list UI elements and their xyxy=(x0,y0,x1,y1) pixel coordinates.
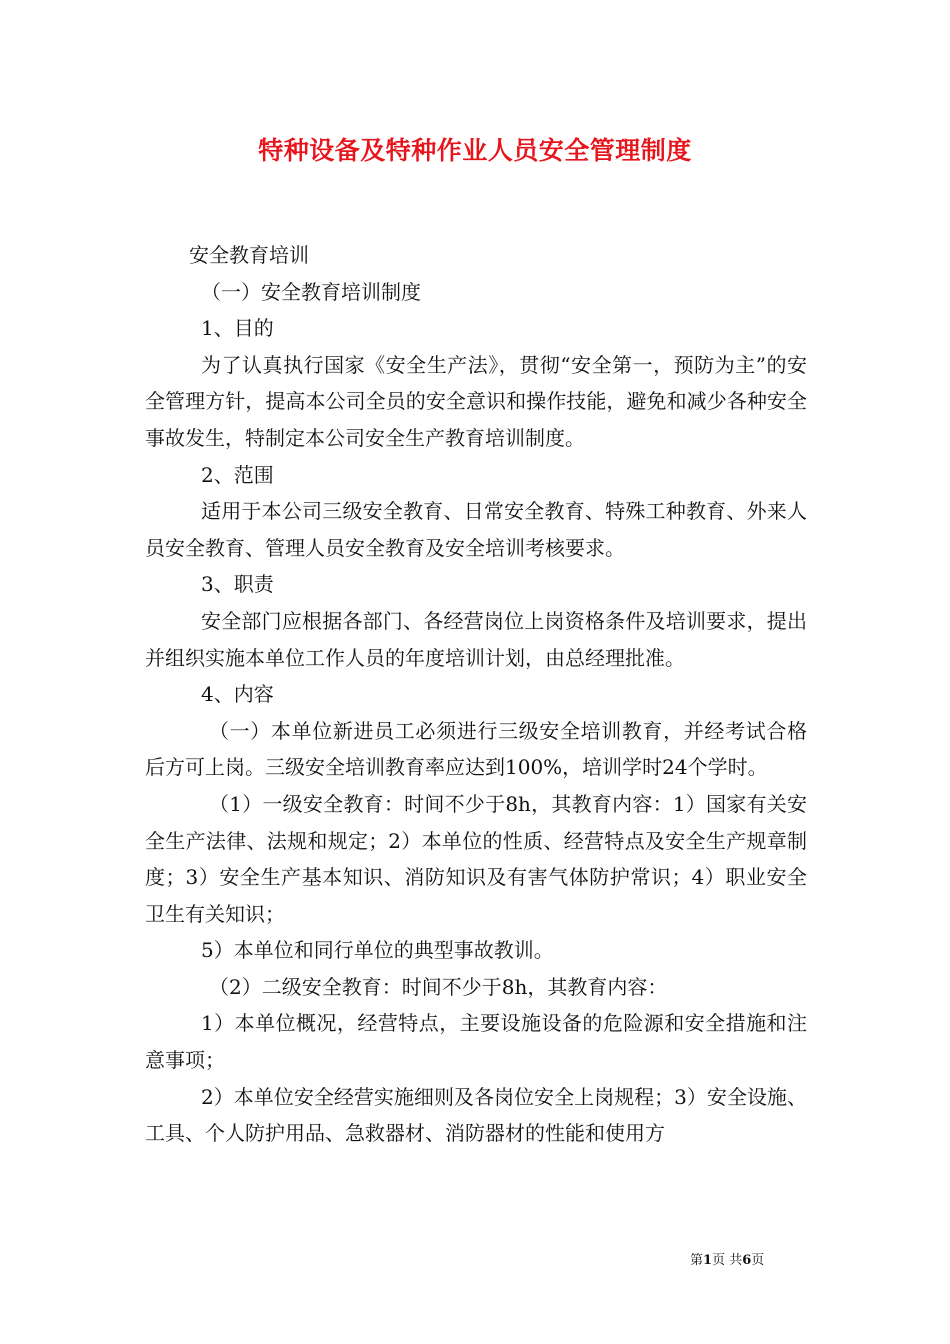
document-title: 特种设备及特种作业人员安全管理制度 xyxy=(258,136,692,165)
paragraph-level-one-5: 5）本单位和同行单位的典型事故教训。 xyxy=(201,938,554,963)
footer-middle: 页 共 xyxy=(712,1253,743,1268)
paragraph-level-two-2: 2）本单位安全经营实施细则及各岗位安全上岗规程；3）安全设施、工具、个人防护用品、急救器材、消防器材的性能和使用方 xyxy=(145,1084,807,1146)
footer-suffix: 页 xyxy=(751,1253,765,1268)
section-heading: 安全教育培训 xyxy=(189,243,309,267)
paragraph-level-one: （1）一级安全教育：时间不少于8h，其教育内容：1）国家有关安全生产法律、法规和规定；2）本单位的性质、经营特点及安全生产规章制度；3）安全生产基本知识、消防知识及有害气体防护常识；4）职业安全卫生有关知识； xyxy=(145,791,807,926)
footer-current-page: 1 xyxy=(703,1253,713,1268)
item-heading-duties: 3、职责 xyxy=(201,572,274,597)
paragraph-scope: 适用于本公司三级安全教育、日常安全教育、特殊工种教育、外来人员安全教育、管理人员安全教育及安全培训考核要求。 xyxy=(145,499,807,560)
page-number-footer xyxy=(690,1249,764,1268)
footer-prefix: 第 xyxy=(690,1253,704,1268)
paragraph-level-two: （2）二级安全教育：时间不少于8h，其教育内容： xyxy=(209,974,668,999)
footer-total-pages: 6 xyxy=(742,1253,752,1268)
paragraph-level-two-1: 1）本单位概况，经营特点，主要设施设备的危险源和安全措施和注意事项； xyxy=(145,1011,807,1073)
paragraph-content-1: （一）本单位新进员工必须进行三级安全培训教育，并经考试合格后方可上岗。三级安全培训教育率应达到100%，培训学时24个学时。 xyxy=(145,718,807,780)
subsection-heading: （一）安全教育培训制度 xyxy=(201,279,421,304)
document-body xyxy=(145,237,807,1152)
paragraph-duties: 安全部门应根据各部门、各经营岗位上岗资格条件及培训要求，提出并组织实施本单位工作人员的年度培训计划，由总经理批准。 xyxy=(145,608,807,670)
item-heading-scope: 2、范围 xyxy=(201,462,274,487)
item-heading-purpose: 1、目的 xyxy=(201,316,274,341)
paragraph-purpose: 为了认真执行国家《安全生产法》，贯彻“安全第一，预防为主”的安全管理方针，提高本公司全员的安全意识和操作技能，避免和减少各种安全事故发生，特制定本公司安全生产教育培训制度。 xyxy=(145,352,807,450)
item-heading-content: 4、内容 xyxy=(201,682,274,707)
